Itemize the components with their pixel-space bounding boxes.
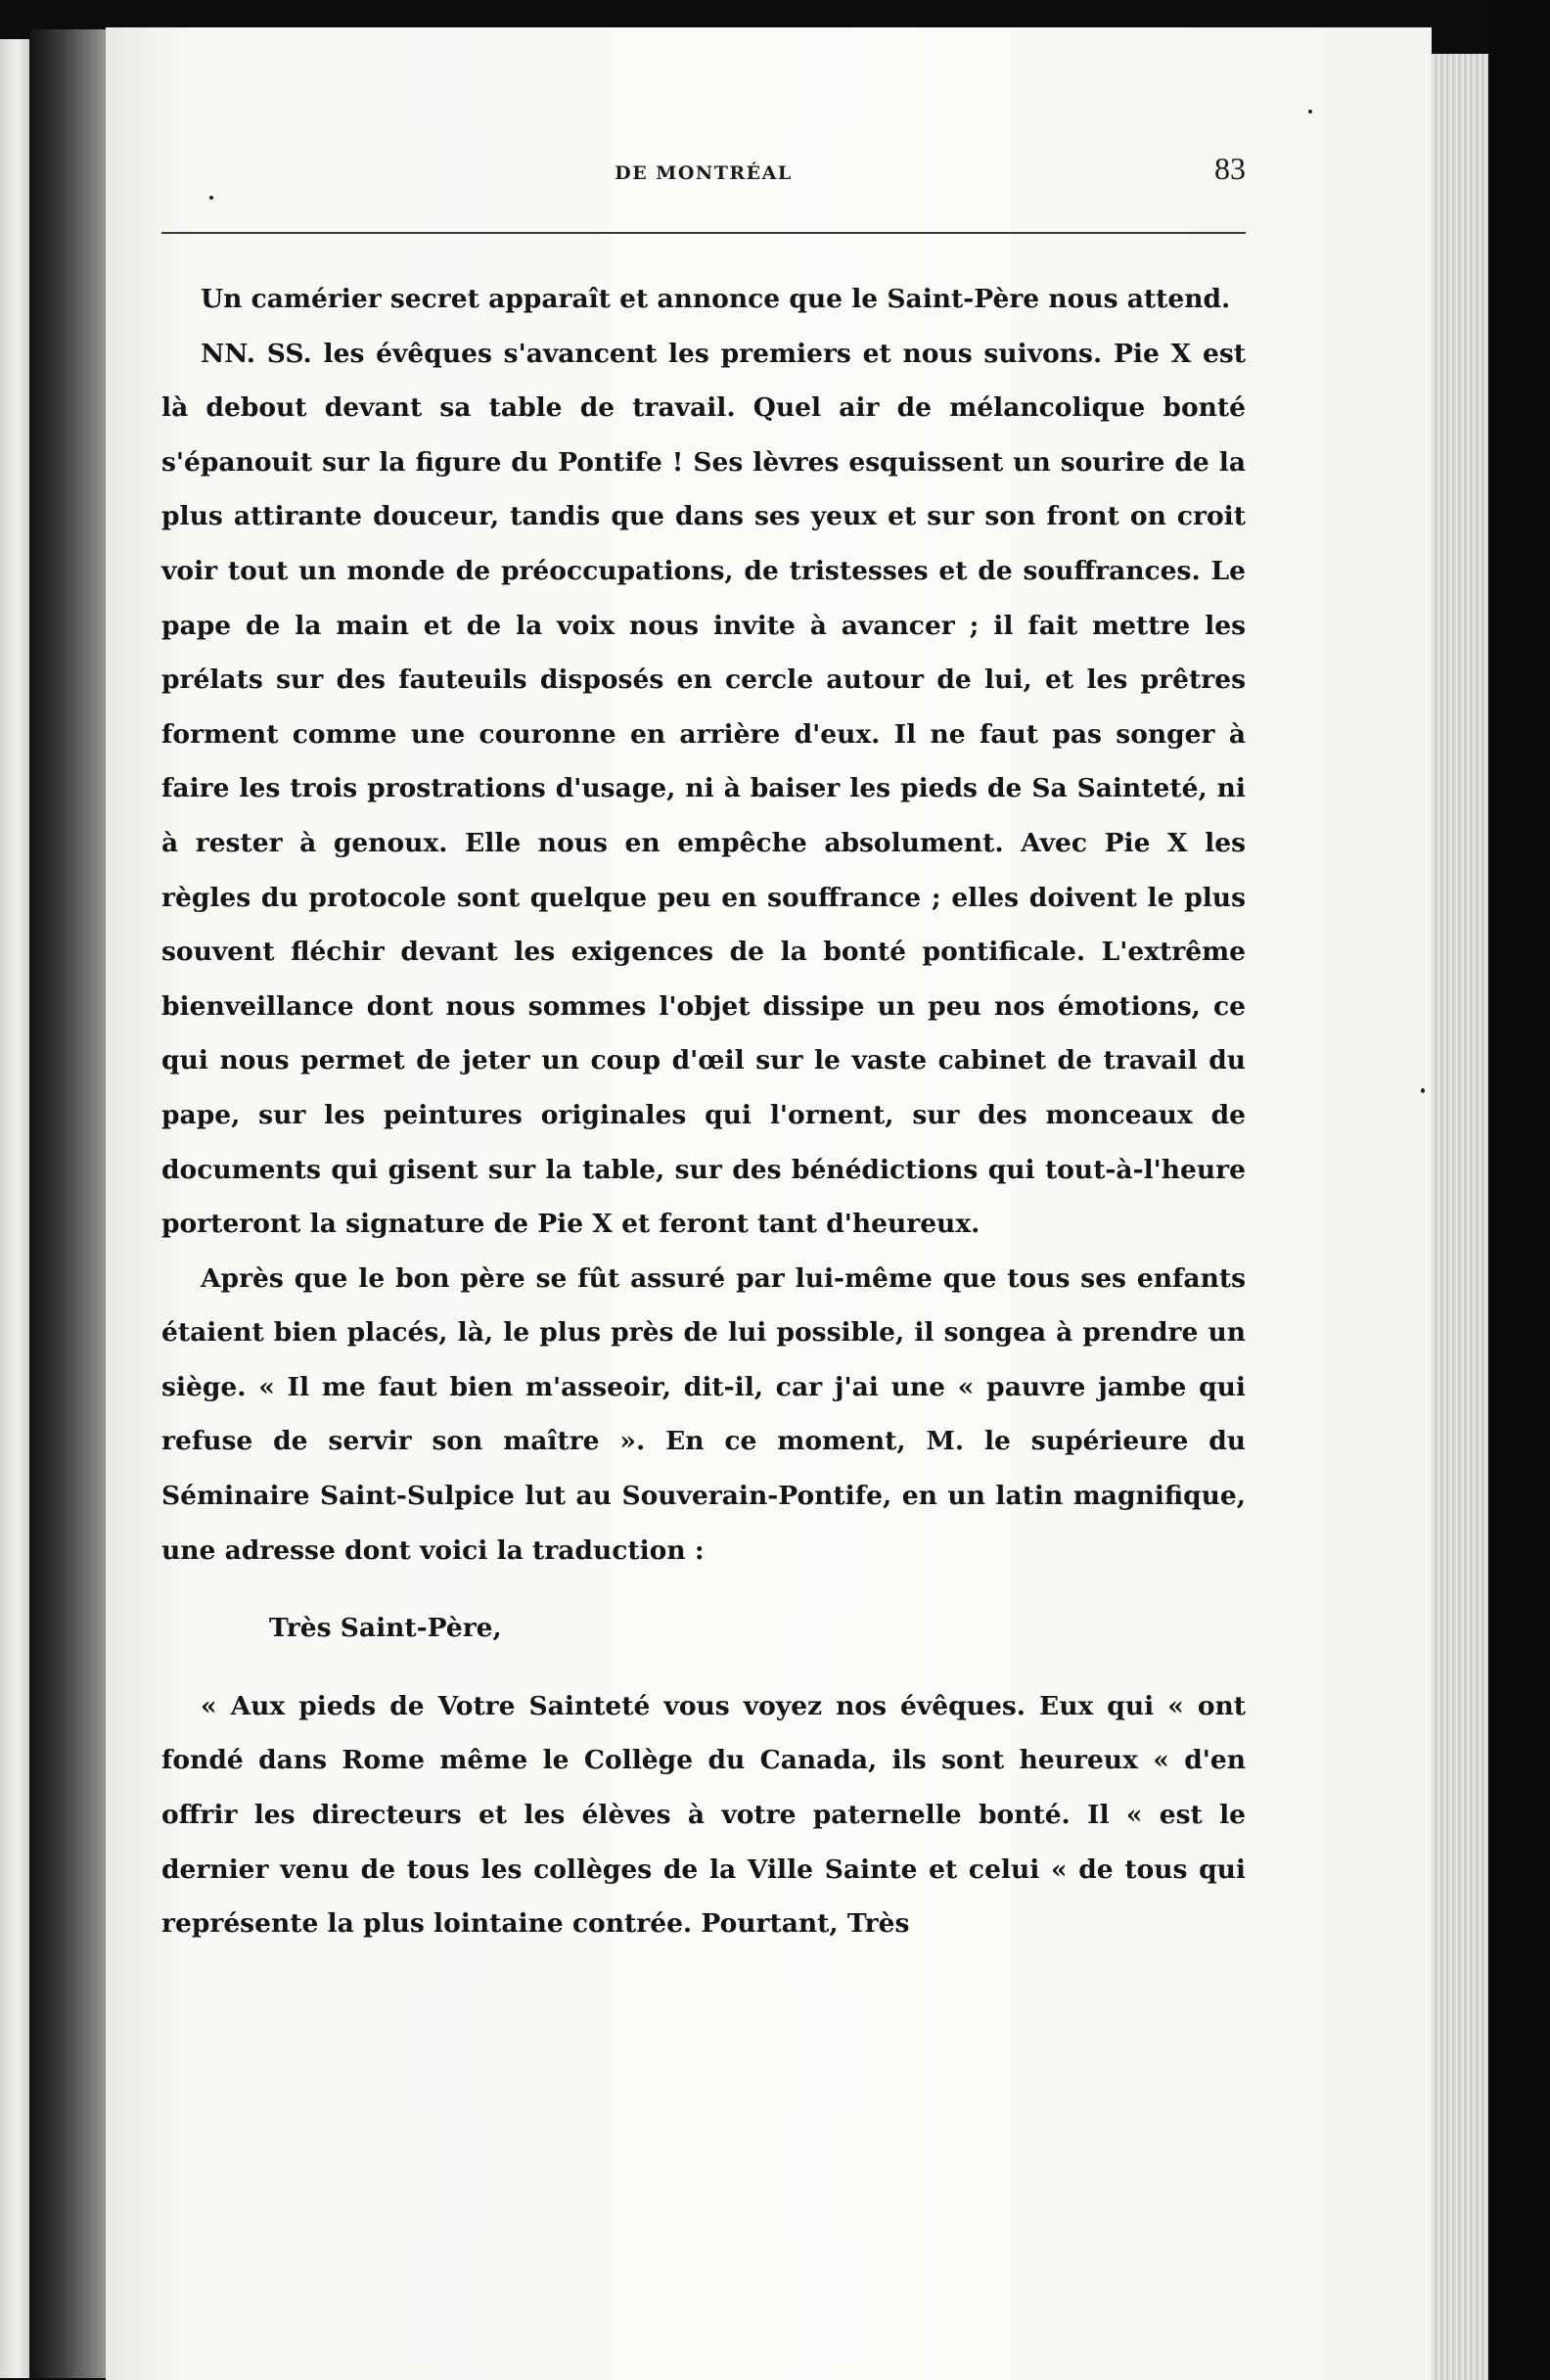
previous-page-edge xyxy=(0,39,29,2378)
body-text xyxy=(161,272,1246,1951)
address-salutation: Très Saint-Père, xyxy=(269,1613,502,1644)
header-rule xyxy=(161,232,1246,234)
print-speck xyxy=(1308,110,1312,114)
print-speck xyxy=(209,196,213,200)
book-gutter xyxy=(29,29,108,2378)
paragraph: Un camérier secret apparaît et annonce que le Saint-Père nous attend. xyxy=(201,284,1231,314)
page-number: 83 xyxy=(1214,151,1246,186)
paragraph: Après que le bon père se fût assuré par lui-même que tous ses enfants étaient bien placés, là, le plus près de lui possible, il songea à prendre un siège. « Il me faut bien m'asseoir, dit-il, car j'ai une « pauvre jambe qui refuse de servir son maître ». En ce moment, M. le supérieure du Séminaire Saint-Sulpice lut au Souverain-Pontife, en un latin magnifique, une adresse dont voici la traduction : xyxy=(161,1262,1246,1566)
address-quote: « Aux pieds de Votre Sainteté vous voyez nos évêques. Eux qui « ont fondé dans Rome même le Collège du Canada, ils sont heureux « d'en offrir les directeurs et les élèves à votre paternelle bonté. Il « est le dernier venu de tous les collèges de la Ville Sainte et celui « de tous qui représente la plus lointaine contrée. Pourtant, Très xyxy=(161,1690,1246,1940)
print-speck xyxy=(1421,1088,1425,1093)
background-right xyxy=(1488,0,1550,2380)
running-head: DE MONTRÉAL xyxy=(615,162,793,184)
paragraph: NN. SS. les évêques s'avancent les premiers et nous suivons. Pie X est là debout devant sa table de travail. Quel air de mélancolique bonté s'épanouit sur la figure du Pontife ! Ses lèvres esquissent un sourire de la plus attirante douceur, tandis que dans ses yeux et sur son front on croit voir tout un monde de préoccupations, de tristesses et de souffrances. Le pape de la main et de la voix nous invite à avancer ; il fait mettre les prélats sur des fauteuils disposés en cercle autour de lui, et les prêtres forment comme une couronne en arrière d'eux. Il ne faut pas songer à faire les trois prostrations d'usage, ni à baiser les pieds de Sa Sainteté, ni à rester à genoux. Elle nous en empêche absolument. Avec Pie X les règles du protocole sont quelque peu en souffrance ; elles doivent le plus souvent fléchir devant les exigences de la bonté pontificale. L'extrême bienveillance dont nous sommes l'objet dissipe un peu nos émotions, ce qui nous permet de jeter un coup d'œil sur le vaste cabinet de travail du pape, sur les peintures originales qui l'ornent, sur des monceaux de documents qui gisent sur la table, sur des bénédictions qui tout-à-l'heure porteront la signature de Pie X et feront tant d'heureux. xyxy=(161,338,1246,1240)
page-header xyxy=(161,151,1246,200)
page-stack-edge xyxy=(1432,54,1488,2380)
